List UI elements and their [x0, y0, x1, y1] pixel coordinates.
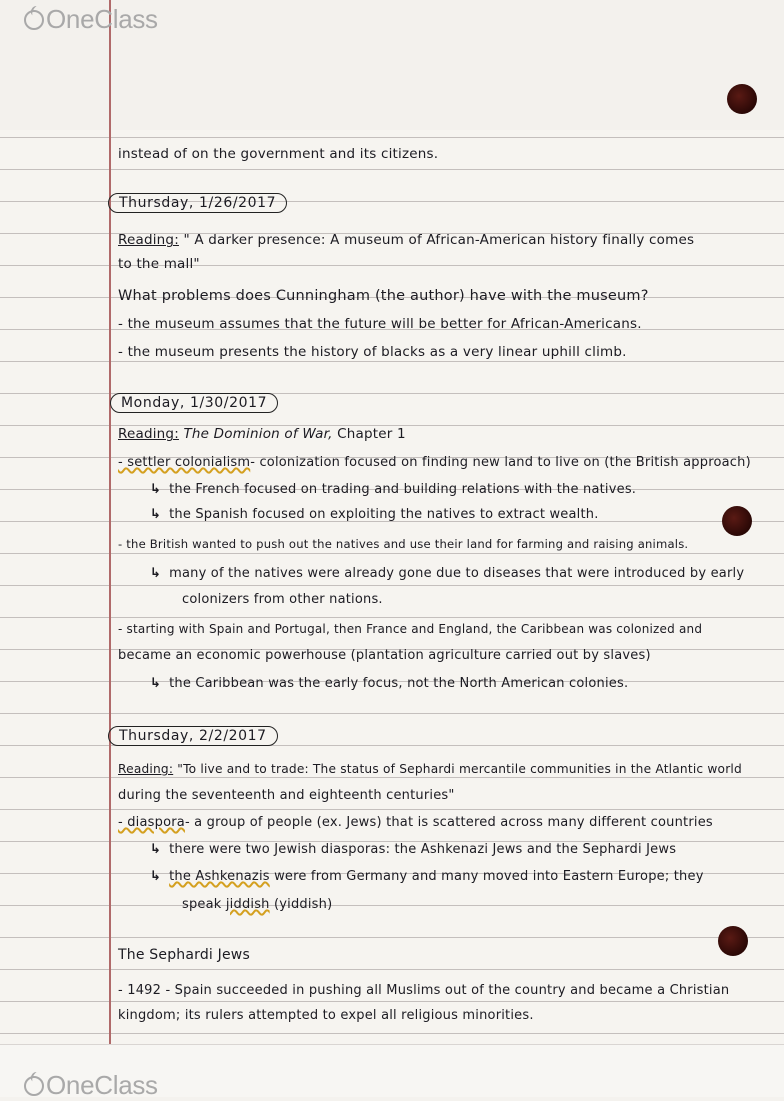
- margin-line: [109, 0, 111, 1044]
- arrow-icon: ↳: [150, 482, 162, 497]
- term-line: - diaspora- a group of people (ex. Jews) that is scattered across many different countries: [118, 815, 713, 830]
- sub-bullet: ↳ there were two Jewish diasporas: the Ashkenazi Jews and the Sephardi Jews: [150, 842, 677, 857]
- note-line: instead of on the government and its citizens.: [118, 146, 439, 162]
- reading-line: Reading: " A darker presence: A museum of African-American history finally comes: [118, 232, 695, 248]
- reading-line: Reading: "To live and to trade: The status of Sephardi mercantile communities in the Atlantic world: [118, 762, 742, 776]
- bullet: - starting with Spain and Portugal, then France and England, the Caribbean was colonized and: [118, 622, 703, 636]
- bullet-cont: kingdom; its rulers attempted to expel all religious minorities.: [118, 1008, 534, 1023]
- sub-bullet: ↳ many of the natives were already gone due to diseases that were introduced by early: [150, 566, 745, 581]
- bullet: - the museum assumes that the future will be better for African-Americans.: [118, 316, 642, 332]
- punch-hole-middle: [722, 506, 752, 536]
- sub-bullet: ↳ the Ashkenazis were from Germany and many moved into Eastern Europe; they: [150, 869, 704, 884]
- topic-heading: The Sephardi Jews: [118, 947, 250, 963]
- reading-line-cont: to the mall": [118, 256, 200, 272]
- date-heading: Thursday, 2/2/2017: [108, 726, 278, 746]
- arrow-icon: ↳: [150, 869, 162, 884]
- oneclass-icon: [24, 10, 44, 30]
- question-line: What problems does Cunningham (the author) have with the museum?: [118, 288, 649, 304]
- date-heading: Thursday, 1/26/2017: [108, 193, 287, 213]
- oneclass-logo-bottom: OneClass: [24, 1070, 158, 1101]
- sub-bullet: ↳ the French focused on trading and building relations with the natives.: [150, 482, 637, 497]
- sub-bullet-cont: speak jiddish (yiddish): [182, 897, 333, 912]
- bullet: - the museum presents the history of blacks as a very linear uphill climb.: [118, 344, 627, 360]
- arrow-icon: ↳: [150, 566, 162, 581]
- sub-bullet: ↳ the Caribbean was the early focus, not the North American colonies.: [150, 676, 629, 691]
- punch-hole-bottom: [718, 926, 748, 956]
- bullet: - 1492 - Spain succeeded in pushing all Muslims out of the country and became a Christian: [118, 983, 730, 998]
- bullet: - the British wanted to push out the natives and use their land for farming and raising animals.: [118, 537, 689, 551]
- punch-hole-top: [727, 84, 757, 114]
- arrow-icon: ↳: [150, 507, 162, 522]
- bullet-cont: became an economic powerhouse (plantation agriculture carried out by slaves): [118, 648, 651, 663]
- term-line: - settler colonialism- colonization focused on finding new land to live on (the British approach): [118, 455, 751, 470]
- reading-line: Reading: The Dominion of War, Chapter 1: [118, 426, 406, 442]
- arrow-icon: ↳: [150, 676, 162, 691]
- reading-line-cont: during the seventeenth and eighteenth centuries": [118, 788, 455, 803]
- oneclass-icon: [24, 1076, 44, 1096]
- oneclass-logo-top: OneClass: [24, 4, 158, 35]
- sub-bullet-cont: colonizers from other nations.: [182, 592, 383, 607]
- sub-bullet: ↳ the Spanish focused on exploiting the natives to extract wealth.: [150, 507, 599, 522]
- date-heading: Monday, 1/30/2017: [110, 393, 278, 413]
- arrow-icon: ↳: [150, 842, 162, 857]
